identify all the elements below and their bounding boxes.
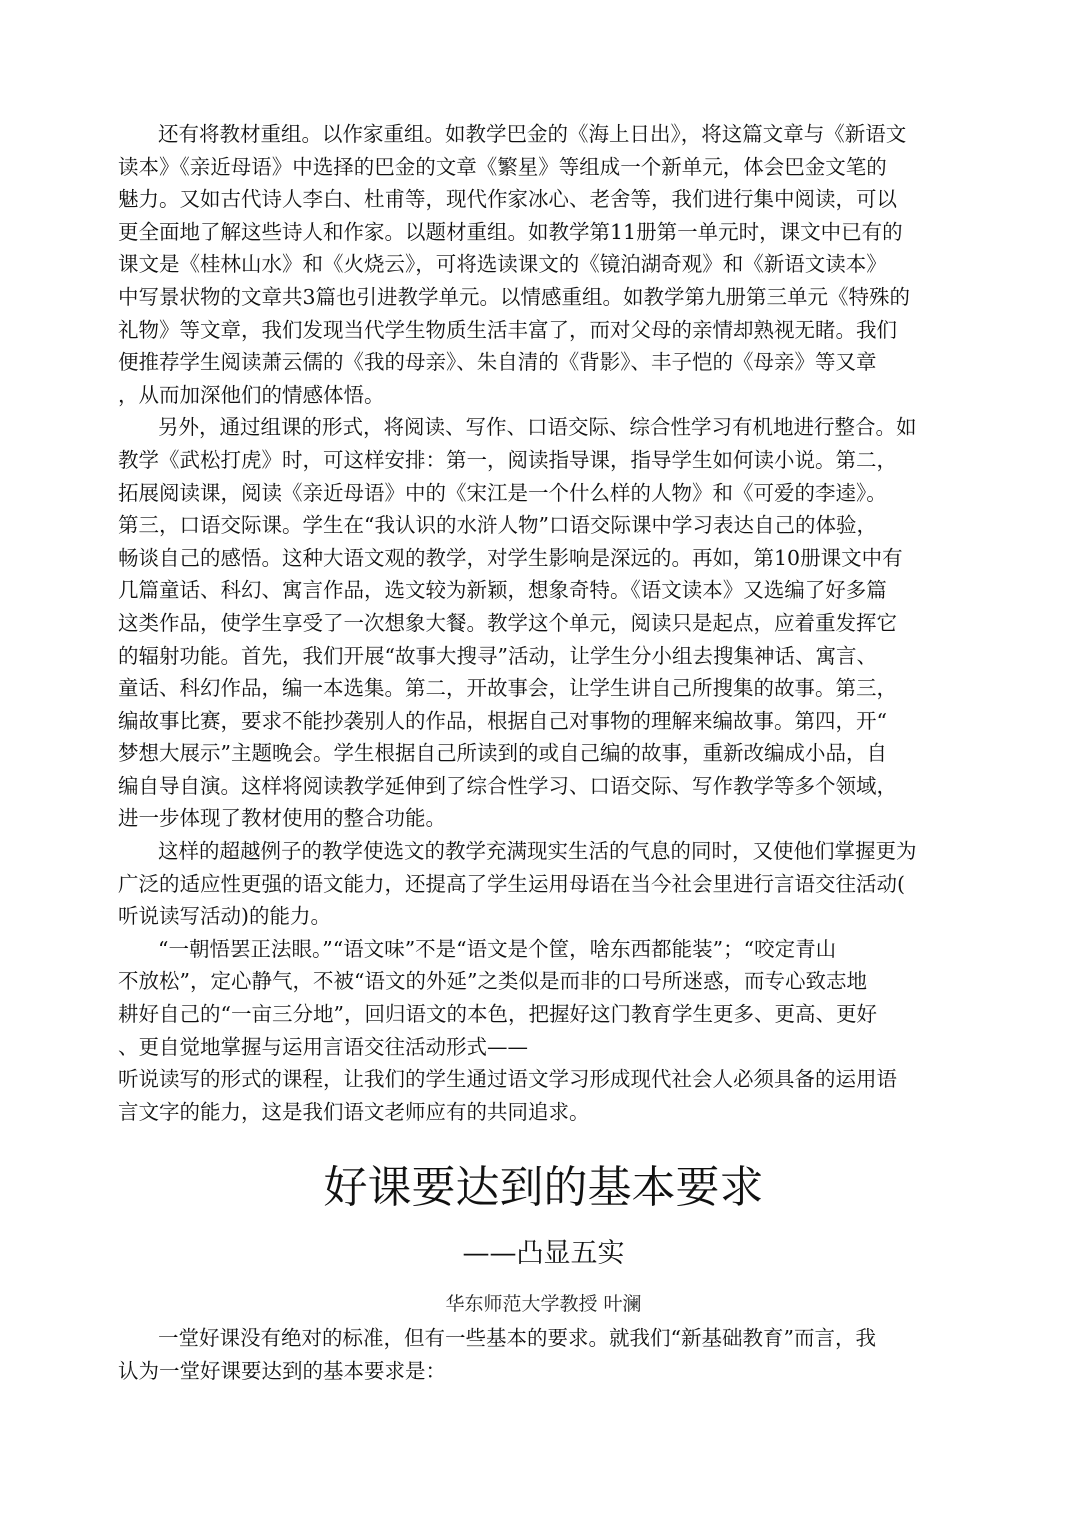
intro-paragraph	[118, 1322, 970, 1387]
text-line: 礼物》等文章，我们发现当代学生物质生活丰富了，而对父母的亲情却熟视无睹。我们	[118, 317, 897, 342]
text-line: 中写景状物的文章共3篇也引进教学单元。以情感重组。如教学第九册第三单元《特殊的	[118, 284, 911, 309]
text-line: 教学《武松打虎》时，可这样安排：第一，阅读指导课，指导学生如何读小说。第二，	[118, 447, 897, 472]
author-line: 华东师范大学教授 叶澜	[445, 1293, 642, 1315]
text-line: 几篇童话、科幻、寓言作品，选文较为新颖，想象奇特。《语文读本》又选编了好多篇	[118, 578, 887, 603]
text-line: 畅谈自己的感悟。这种大语文观的教学，对学生影响是深远的。再如，第10册课文中有	[118, 545, 903, 570]
text-line: 一堂好课没有绝对的标准，但有一些基本的要求。就我们“新基础教育”而言，我	[158, 1326, 876, 1350]
text-line: 课文是《桂林山水》和《火烧云》，可将选读课文的《镜泊湖奇观》和《新语文读本》	[118, 252, 887, 277]
section-title: 好课要达到的基本要求	[323, 1162, 764, 1213]
text-line: 第三，口语交际课。学生在“我认识的水浒人物”口语交际课中学习表达自己的体验，	[118, 513, 877, 538]
section-subtitle: ——凸显五实	[462, 1238, 625, 1269]
article-body	[118, 118, 970, 1128]
text-line: 编故事比赛，要求不能抄袭别人的作品，根据自己对事物的理解来编故事。第四，开“	[118, 708, 887, 733]
text-line: 、更自觉地掌握与运用言语交往活动形式——	[118, 1034, 528, 1059]
text-line: 读本》《亲近母语》中选择的巴金的文章《繁星》等组成一个新单元，体会巴金文笔的	[118, 154, 887, 179]
text-line: 拓展阅读课，阅读《亲近母语》中的《宋江是一个什么样的人物》和《可爱的李逵》。	[118, 480, 887, 505]
text-line: 便推荐学生阅读萧云儒的《我的母亲》、朱自清的《背影》、丰子恺的《母亲》等又章	[118, 350, 877, 375]
text-line: 的辐射功能。首先，我们开展“故事大搜寻”活动，让学生分小组去搜集神话、寓言、	[118, 643, 877, 668]
text-line: “一朝悟罢正法眼。”“语文味”不是“语文是个筐，啥东西都能装”；“咬定青山	[158, 936, 837, 961]
text-line: 认为一堂好课要达到的基本要求是：	[118, 1358, 446, 1383]
text-line: 听说读写的形式的课程，让我们的学生通过语文学习形成现代社会人必须具备的运用语	[118, 1067, 897, 1092]
text-line: ，从而加深他们的情感体悟。	[118, 382, 385, 407]
text-line: 魅力。又如古代诗人李白、杜甫等，现代作家冰心、老舍等，我们进行集中阅读，可以	[118, 187, 897, 212]
text-line: 进一步体现了教材使用的整合功能。	[118, 806, 446, 831]
text-line: 更全面地了解这些诗人和作家。以题材重组。如教学第11册第一单元时，课文中已有的	[118, 219, 903, 244]
text-line: 听说读写活动)的能力。	[118, 904, 331, 929]
text-line: 言文字的能力，这是我们语文老师应有的共同追求。	[118, 1099, 590, 1124]
paragraph-conclusion	[118, 933, 970, 1129]
text-line: 耕好自己的“一亩三分地”，回归语文的本色，把握好这门教育学生更多、更高、更好	[118, 1002, 877, 1027]
text-line: 童话、科幻作品，编一本选集。第二，开故事会，让学生讲自己所搜集的故事。第三，	[118, 676, 897, 701]
text-line: 这类作品，使学生享受了一次想象大餐。教学这个单元，阅读只是起点，应着重发挥它	[118, 610, 897, 635]
text-line: 不放松”，定心静气，不被“语文的外延”之类似是而非的口号所迷惑，而专心致志地	[118, 969, 867, 994]
text-line: 广泛的适应性更强的语文能力，还提高了学生运用母语在当今社会里进行言语交往活动(	[118, 871, 905, 896]
text-line: 还有将教材重组。以作家重组。如教学巴金的《海上日出》，将这篇文章与《新语文	[158, 122, 907, 146]
text-line: 梦想大展示”主题晚会。学生根据自己所读到的或自己编的故事，重新改编成小品，自	[118, 741, 887, 766]
paragraph-beyond-examples	[118, 835, 970, 933]
text-line: 另外，通过组课的形式，将阅读、写作、口语交际、综合性学习有机地进行整合。如	[158, 415, 917, 440]
paragraph-integration	[118, 411, 970, 835]
text-line: 编自导自演。这样将阅读教学延伸到了综合性学习、口语交际、写作教学等多个领域，	[118, 773, 897, 798]
paragraph-regroup	[118, 118, 970, 411]
text-line: 这样的超越例子的教学使选文的教学充满现实生活的气息的同时，又使他们掌握更为	[158, 839, 917, 864]
